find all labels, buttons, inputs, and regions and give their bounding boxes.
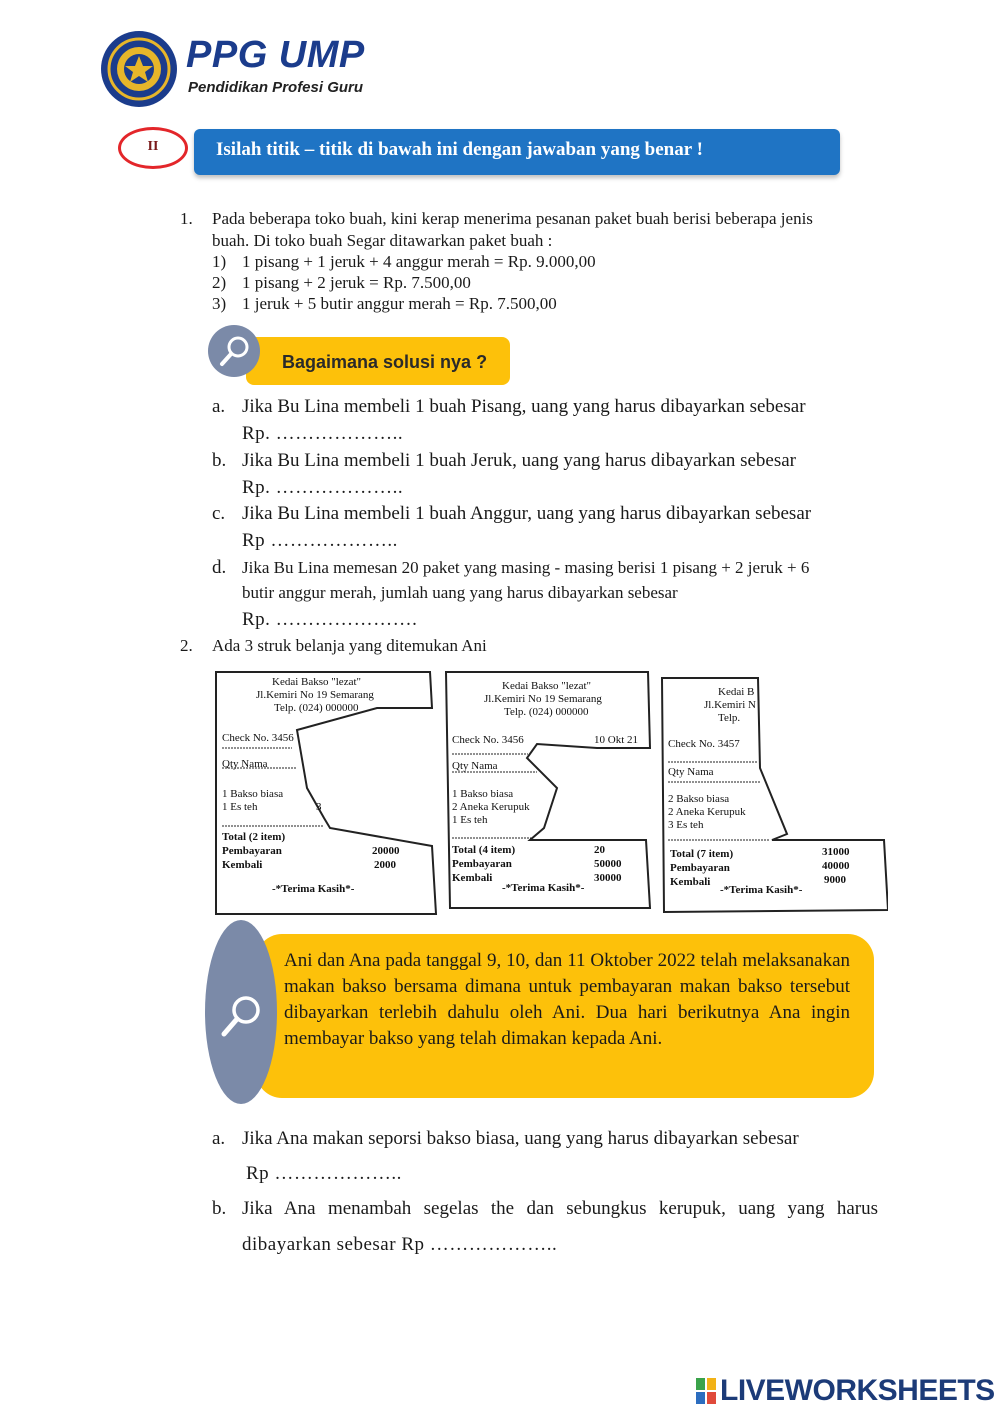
- instruction-text: Isilah titik – titik di bawah ini dengan jawaban yang benar !: [216, 139, 703, 160]
- receipt-shop-name: Kedai B: [718, 686, 755, 698]
- q1-item-a-text: Jika Bu Lina membeli 1 buah Pisang, uang yang harus dibayarkan sebesar: [242, 396, 806, 417]
- university-seal-logo: [100, 30, 178, 108]
- receipt-pay-value: 50000: [594, 858, 622, 870]
- brand-title: PPG UMP: [186, 34, 365, 76]
- solusi-label: Bagaimana solusi nya ?: [282, 352, 488, 372]
- q1-intro-line2: buah. Di toko buah Segar ditawarkan paket buah :: [212, 231, 553, 250]
- section-number: II: [147, 139, 159, 154]
- receipt-change-value: 2000: [374, 859, 396, 871]
- receipt-change-label: Kembali: [452, 872, 493, 884]
- story-text: Ani dan Ana pada tanggal 9, 10, dan 11 Oktober 2022 telah melaksanakan makan bakso bersama dimana untuk pembayaran makan bakso tersebut dibayarkan terlebih dahulu oleh Ani. Dua hari berikutnya Ana ingin membayar bakso yang telah dimakan kepada Ani.: [284, 950, 850, 1049]
- receipt-address: Jl.Kemiri No 19 Semarang: [256, 689, 374, 701]
- receipt-pay-label: Pembayaran: [452, 858, 512, 870]
- q2-item-b-answer-blank[interactable]: dibayarkan sebesar Rp ………………..: [242, 1234, 558, 1255]
- receipt-phone: Telp. (024) 000000: [504, 706, 589, 718]
- receipt-qty-nama: Qty Nama: [452, 760, 498, 772]
- q1-item-letter: b.: [212, 450, 227, 471]
- receipt-change-value: 30000: [594, 872, 622, 884]
- receipt-pay-value: 20000: [372, 845, 400, 857]
- receipt-address: Jl.Kemiri No 19 Semarang: [484, 693, 602, 705]
- receipt-item: 2 Aneka Kerupuk: [452, 801, 530, 813]
- receipt-total-value: 20: [594, 844, 605, 856]
- receipt-item: 1 Bakso biasa: [452, 788, 514, 800]
- q1-package-text: 1 jeruk + 5 butir anggur merah = Rp. 7.500,00: [242, 294, 557, 313]
- q1-number: 1.: [180, 209, 193, 228]
- q1-item-d-text: Jika Bu Lina memesan 20 paket yang masing - masing berisi 1 pisang + 2 jeruk + 6: [242, 558, 810, 577]
- receipt-address: Jl.Kemiri N: [704, 699, 756, 711]
- receipt-pay-label: Pembayaran: [670, 862, 730, 874]
- q1-package-number: 2): [212, 273, 227, 292]
- receipt-check-number: Check No. 3456: [222, 732, 294, 744]
- q2-item-a-answer-blank[interactable]: Rp ………………..: [246, 1163, 402, 1184]
- receipt-total-label: Total (7 item): [670, 848, 734, 860]
- q1-item-a-answer-blank[interactable]: Rp. ………………..: [242, 423, 404, 444]
- receipt-qty-nama: Qty Nama: [222, 758, 268, 770]
- receipt-item: 1 Es teh: [452, 814, 488, 826]
- brand-subtitle: Pendidikan Profesi Guru: [188, 79, 364, 96]
- liveworksheets-logo-icon: [695, 1376, 717, 1406]
- receipt-qty-nama: Qty Nama: [668, 766, 714, 778]
- receipt-phone: Telp.: [718, 712, 741, 724]
- receipt-item: 1 Es teh: [222, 801, 258, 813]
- q1-item-letter: d.: [212, 557, 227, 578]
- q1-item-letter: c.: [212, 503, 226, 524]
- q2-item-a-text: Jika Ana makan seporsi bakso biasa, uang yang harus dibayarkan sebesar: [242, 1128, 799, 1149]
- q2-item-letter: b.: [212, 1198, 227, 1219]
- q1-item-c-answer-blank[interactable]: Rp ………………..: [242, 530, 398, 551]
- receipt-item-price: 3: [316, 801, 322, 813]
- magnifier-icon: [218, 334, 252, 368]
- receipt-change-label: Kembali: [670, 876, 711, 888]
- receipt-item: 2 Bakso biasa: [668, 793, 730, 805]
- magnifier-icon: [217, 992, 265, 1040]
- q2-item-letter: a.: [212, 1128, 226, 1149]
- liveworksheets-brand: LIVEWORKSHEETS: [720, 1374, 995, 1407]
- receipt-thanks: -*Terima Kasih*-: [502, 882, 585, 894]
- receipt-total-value: 31000: [822, 846, 850, 858]
- receipt-date: 10 Okt 21: [594, 734, 638, 746]
- q1-item-letter: a.: [212, 396, 226, 417]
- receipt-thanks: -*Terima Kasih*-: [272, 883, 355, 895]
- q1-package-number: 1): [212, 252, 227, 271]
- receipt-total-label: Total (2 item): [222, 831, 286, 843]
- q1-item-b-text: Jika Bu Lina membeli 1 buah Jeruk, uang yang harus dibayarkan sebesar: [242, 450, 797, 471]
- q2-number: 2.: [180, 636, 193, 655]
- q1-item-b-answer-blank[interactable]: Rp. ………………..: [242, 477, 404, 498]
- q1-item-c-text: Jika Bu Lina membeli 1 buah Anggur, uang yang harus dibayarkan sebesar: [242, 503, 812, 524]
- receipt-item: 2 Aneka Kerupuk: [668, 806, 746, 818]
- receipt-total-label: Total (4 item): [452, 844, 516, 856]
- q1-item-d-text-2: butir anggur merah, jumlah uang yang harus dibayarkan sebesar: [242, 583, 678, 602]
- receipt-pay-label: Pembayaran: [222, 845, 282, 857]
- receipt-item: 3 Es teh: [668, 819, 704, 831]
- q1-package-number: 3): [212, 294, 227, 313]
- receipt-phone: Telp. (024) 000000: [274, 702, 359, 714]
- receipt-pay-value: 40000: [822, 860, 850, 872]
- receipt-change-value: 9000: [824, 874, 846, 886]
- receipt-shop-name: Kedai Bakso "lezat": [502, 680, 592, 692]
- q1-intro-line1: Pada beberapa toko buah, kini kerap menerima pesanan paket buah berisi beberapa jenis: [212, 209, 813, 228]
- q1-package-text: 1 pisang + 2 jeruk = Rp. 7.500,00: [242, 273, 471, 292]
- q1-package-text: 1 pisang + 1 jeruk + 4 anggur merah = Rp. 9.000,00: [242, 252, 596, 271]
- receipts-image: [212, 668, 888, 916]
- receipt-change-label: Kembali: [222, 859, 263, 871]
- q1-item-d-answer-blank[interactable]: Rp. ………………….: [242, 609, 418, 630]
- receipt-item: 1 Bakso biasa: [222, 788, 284, 800]
- receipt-check-number: Check No. 3456: [452, 734, 524, 746]
- q2-item-b-text: Jika Ana menambah segelas the dan sebungkus kerupuk, uang yang harus: [242, 1198, 878, 1219]
- receipt-shop-name: Kedai Bakso "lezat": [272, 676, 362, 688]
- receipt-check-number: Check No. 3457: [668, 738, 740, 750]
- q2-intro: Ada 3 struk belanja yang ditemukan Ani: [212, 636, 487, 655]
- receipt-thanks: -*Terima Kasih*-: [720, 884, 803, 896]
